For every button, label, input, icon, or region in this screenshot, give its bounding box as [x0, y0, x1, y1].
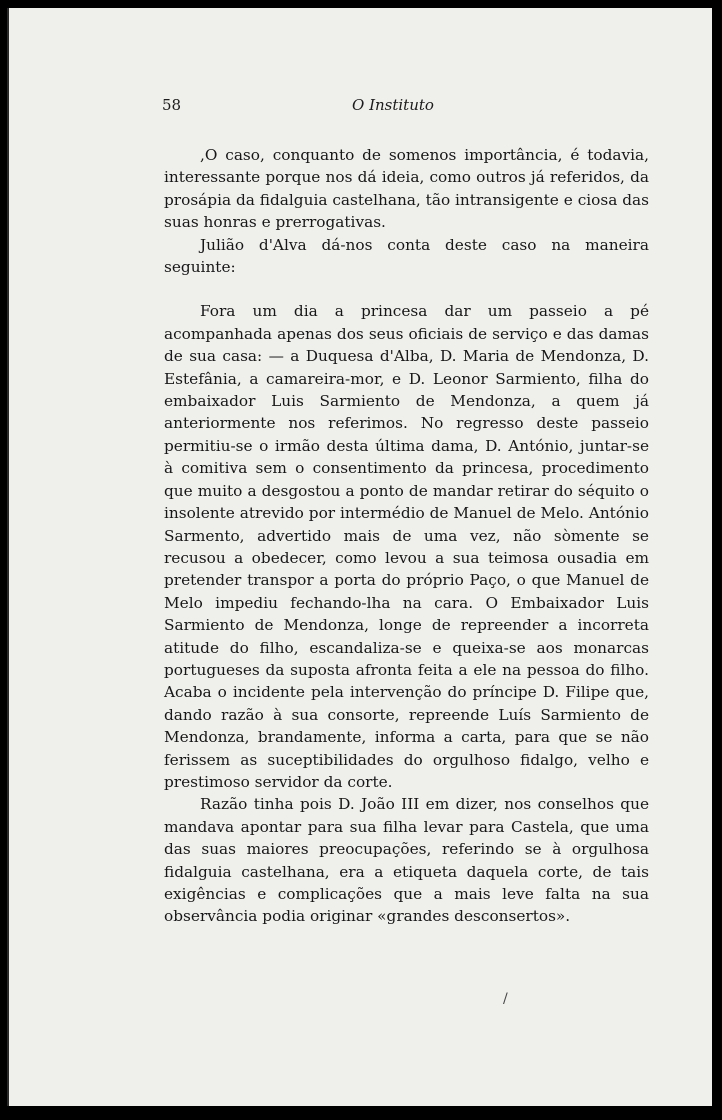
book-page	[7, 8, 712, 1106]
page-number: 58	[162, 96, 182, 114]
body-text	[164, 144, 649, 928]
page-header	[162, 96, 649, 120]
running-title: O Instituto	[352, 96, 434, 114]
paragraph-1: ,O caso, conquanto de somenos importância, é todavia, interessante porque nos dá ideia, como outros já referidos, da prosápia da fidalguia castelhana, tão intransigente e ciosa das suas honras e prerrogativas.	[164, 146, 649, 232]
paragraph-2: Julião d'Alva dá-nos conta deste caso na maneira seguinte:	[164, 235, 649, 277]
paragraph-3: Fora um dia a princesa dar um passeio a pé acompanhada apenas dos seus oficiais de serviço e das damas de sua casa: — a Duquesa d'Alba, D. Maria de Mendonza, D. Estefânia, a camareira-mor, e D. Leonor Sarmiento, filha do embaixador Luis Sarmiento de Mendonza, a quem já anteriormente nos referimos. No regresso deste passeio permitiu-se o irmão desta última dama, D. António, juntar-se à comitiva sem o consentimento da princesa, procedimento que muito a desgostou a ponto de mandar retirar do séquito o insolente atrevido por intermédio de Manuel de Melo. António Sarmento, advertido mais de uma vez, não sòmente se recusou a obedecer, como levou a sua teimosa ousadia em pretender transpor a porta do próprio Paço, o que Manuel de Melo impediu fechando-lha na cara. O Embaixador Luis Sarmiento de Mendonza, longe de repreender a incorreta atitude do filho, escandaliza-se e queixa-se aos monarcas portugueses da suposta afronta feita a ele na pessoa do filho. Acaba o incidente pela intervenção do príncipe D. Filipe que, dando razão à sua consorte, repreende Luís Sarmiento de Mendonza, brandamente, informa a carta, para que se não ferissem as suceptibilidades do orgulhoso fidalgo, velho e prestimoso servidor da corte.	[164, 302, 649, 791]
paragraph-4: Razão tinha pois D. João III em dizer, nos conselhos que mandava apontar para sua filha levar para Castela, que uma das suas maiores preocupações, referindo se à orgulhosa fidalguia castelhana, era a etiqueta daquela corte, de tais exigências e complicações que a mais leve falta na sua observância podia originar «grandes desconsertos».	[164, 795, 649, 926]
ink-mark: /	[503, 991, 508, 1007]
